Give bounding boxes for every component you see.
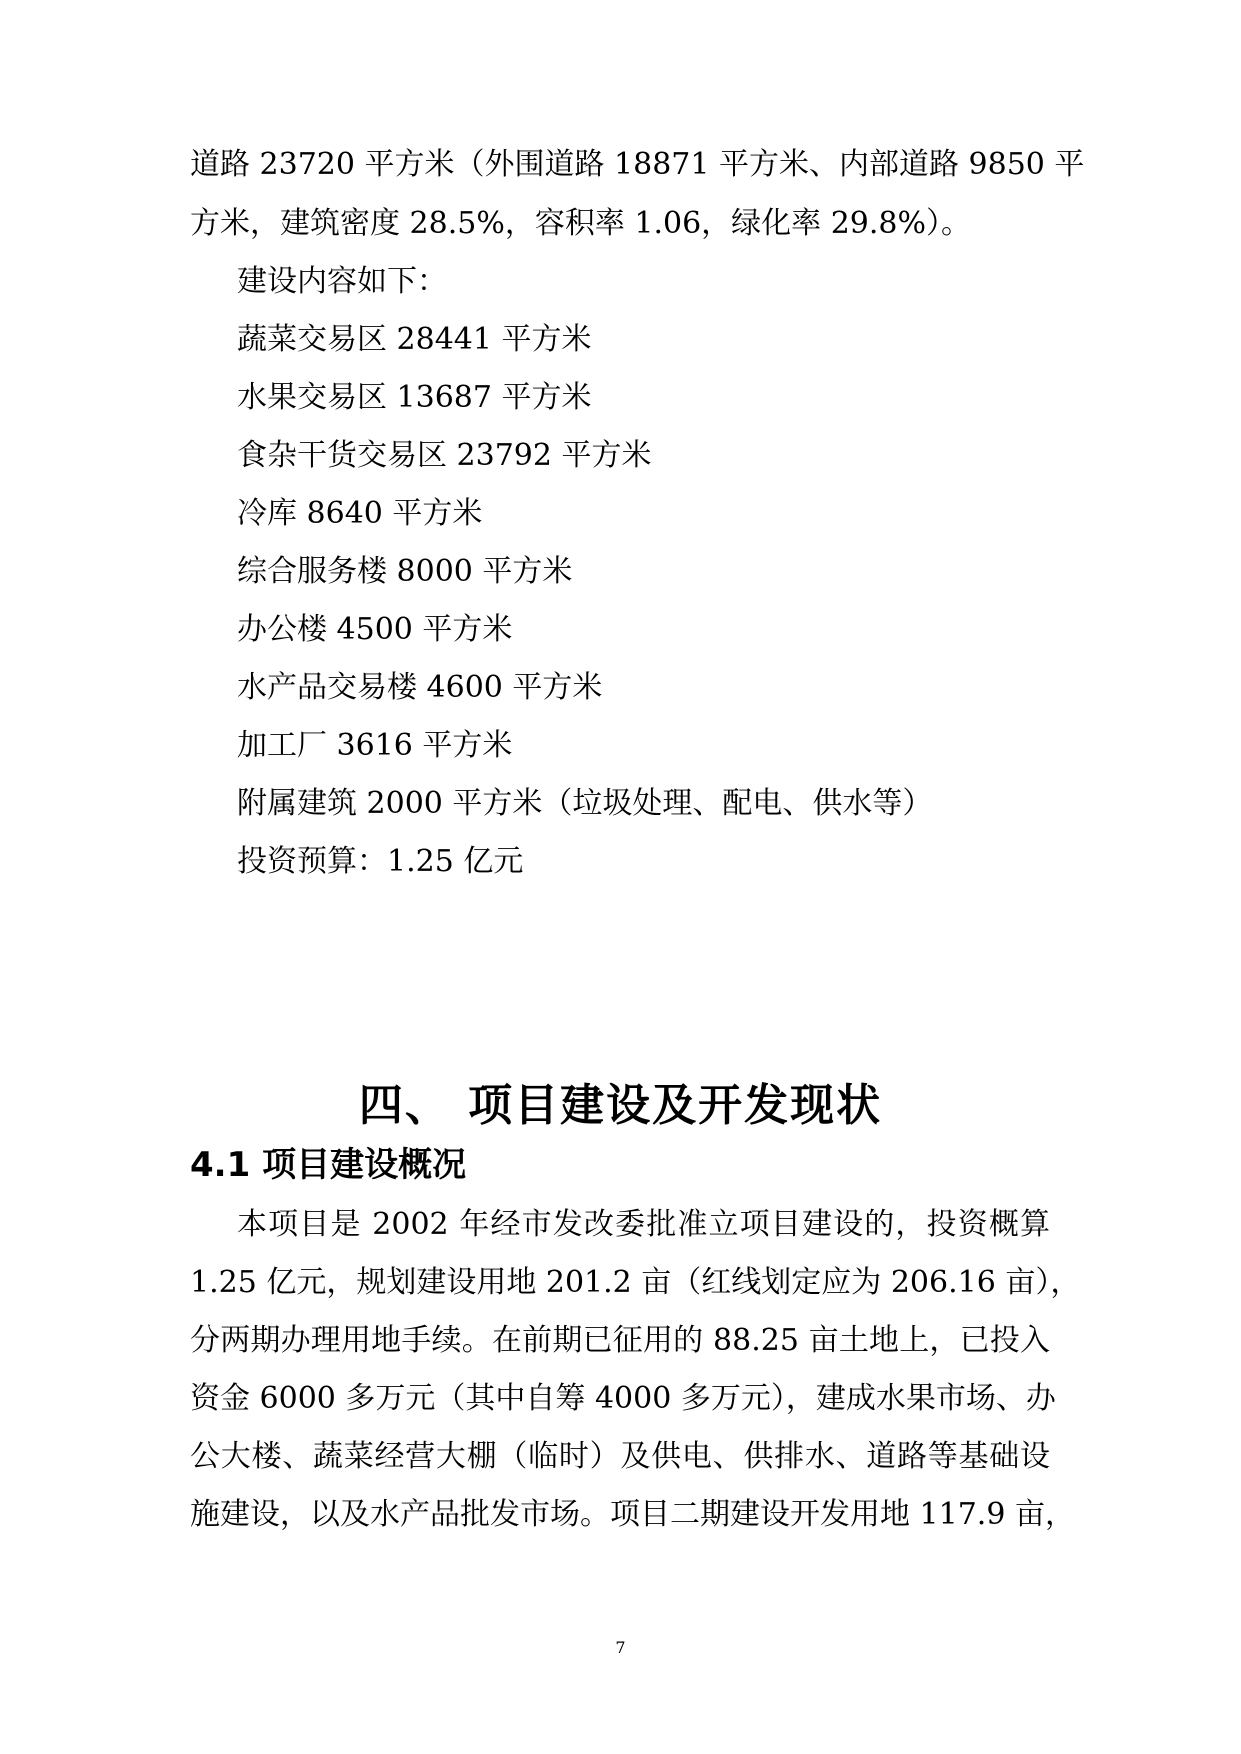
chapter-title: 四、 项目建设及开发现状 bbox=[358, 1080, 883, 1131]
list-item: 蔬菜交易区 28441 平方米 bbox=[237, 322, 592, 357]
investment-budget: 投资预算：1.25 亿元 bbox=[237, 844, 524, 879]
list-item: 办公楼 4500 平方米 bbox=[237, 612, 513, 647]
list-item: 加工厂 3616 平方米 bbox=[237, 728, 513, 763]
content-intro: 建设内容如下： bbox=[237, 264, 447, 299]
body-line: 分两期办理用地手续。在前期已征用的 88.25 亩土地上，已投入 bbox=[190, 1323, 1050, 1358]
list-item: 冷库 8640 平方米 bbox=[237, 496, 483, 531]
body-line: 本项目是 2002 年经市发改委批准立项目建设的，投资概算 bbox=[237, 1207, 1050, 1242]
body-line: 资金 6000 多万元（其中自筹 4000 多万元），建成水果市场、办 bbox=[190, 1381, 1056, 1416]
body-line: 1.25 亿元，规划建设用地 201.2 亩（红线划定应为 206.16 亩）， bbox=[190, 1265, 1081, 1300]
body-line: 施建设，以及水产品批发市场。项目二期建设开发用地 117.9 亩， bbox=[190, 1497, 1075, 1532]
paragraph-line: 方米，建筑密度 28.5%，容积率 1.06，绿化率 29.8%）。 bbox=[190, 206, 972, 241]
list-item: 综合服务楼 8000 平方米 bbox=[237, 554, 573, 589]
list-item: 食杂干货交易区 23792 平方米 bbox=[237, 438, 652, 473]
page-number: 7 bbox=[615, 1638, 626, 1657]
list-item: 附属建筑 2000 平方米（垃圾处理、配电、供水等） bbox=[237, 786, 933, 821]
list-item: 水果交易区 13687 平方米 bbox=[237, 380, 592, 415]
body-line: 公大楼、蔬菜经营大棚（临时）及供电、供排水、道路等基础设 bbox=[190, 1439, 1050, 1474]
paragraph-line: 道路 23720 平方米（外围道路 18871 平方米、内部道路 9850 平 bbox=[190, 147, 1085, 182]
list-item: 水产品交易楼 4600 平方米 bbox=[237, 670, 603, 705]
section-title: 4.1 项目建设概况 bbox=[190, 1145, 467, 1185]
